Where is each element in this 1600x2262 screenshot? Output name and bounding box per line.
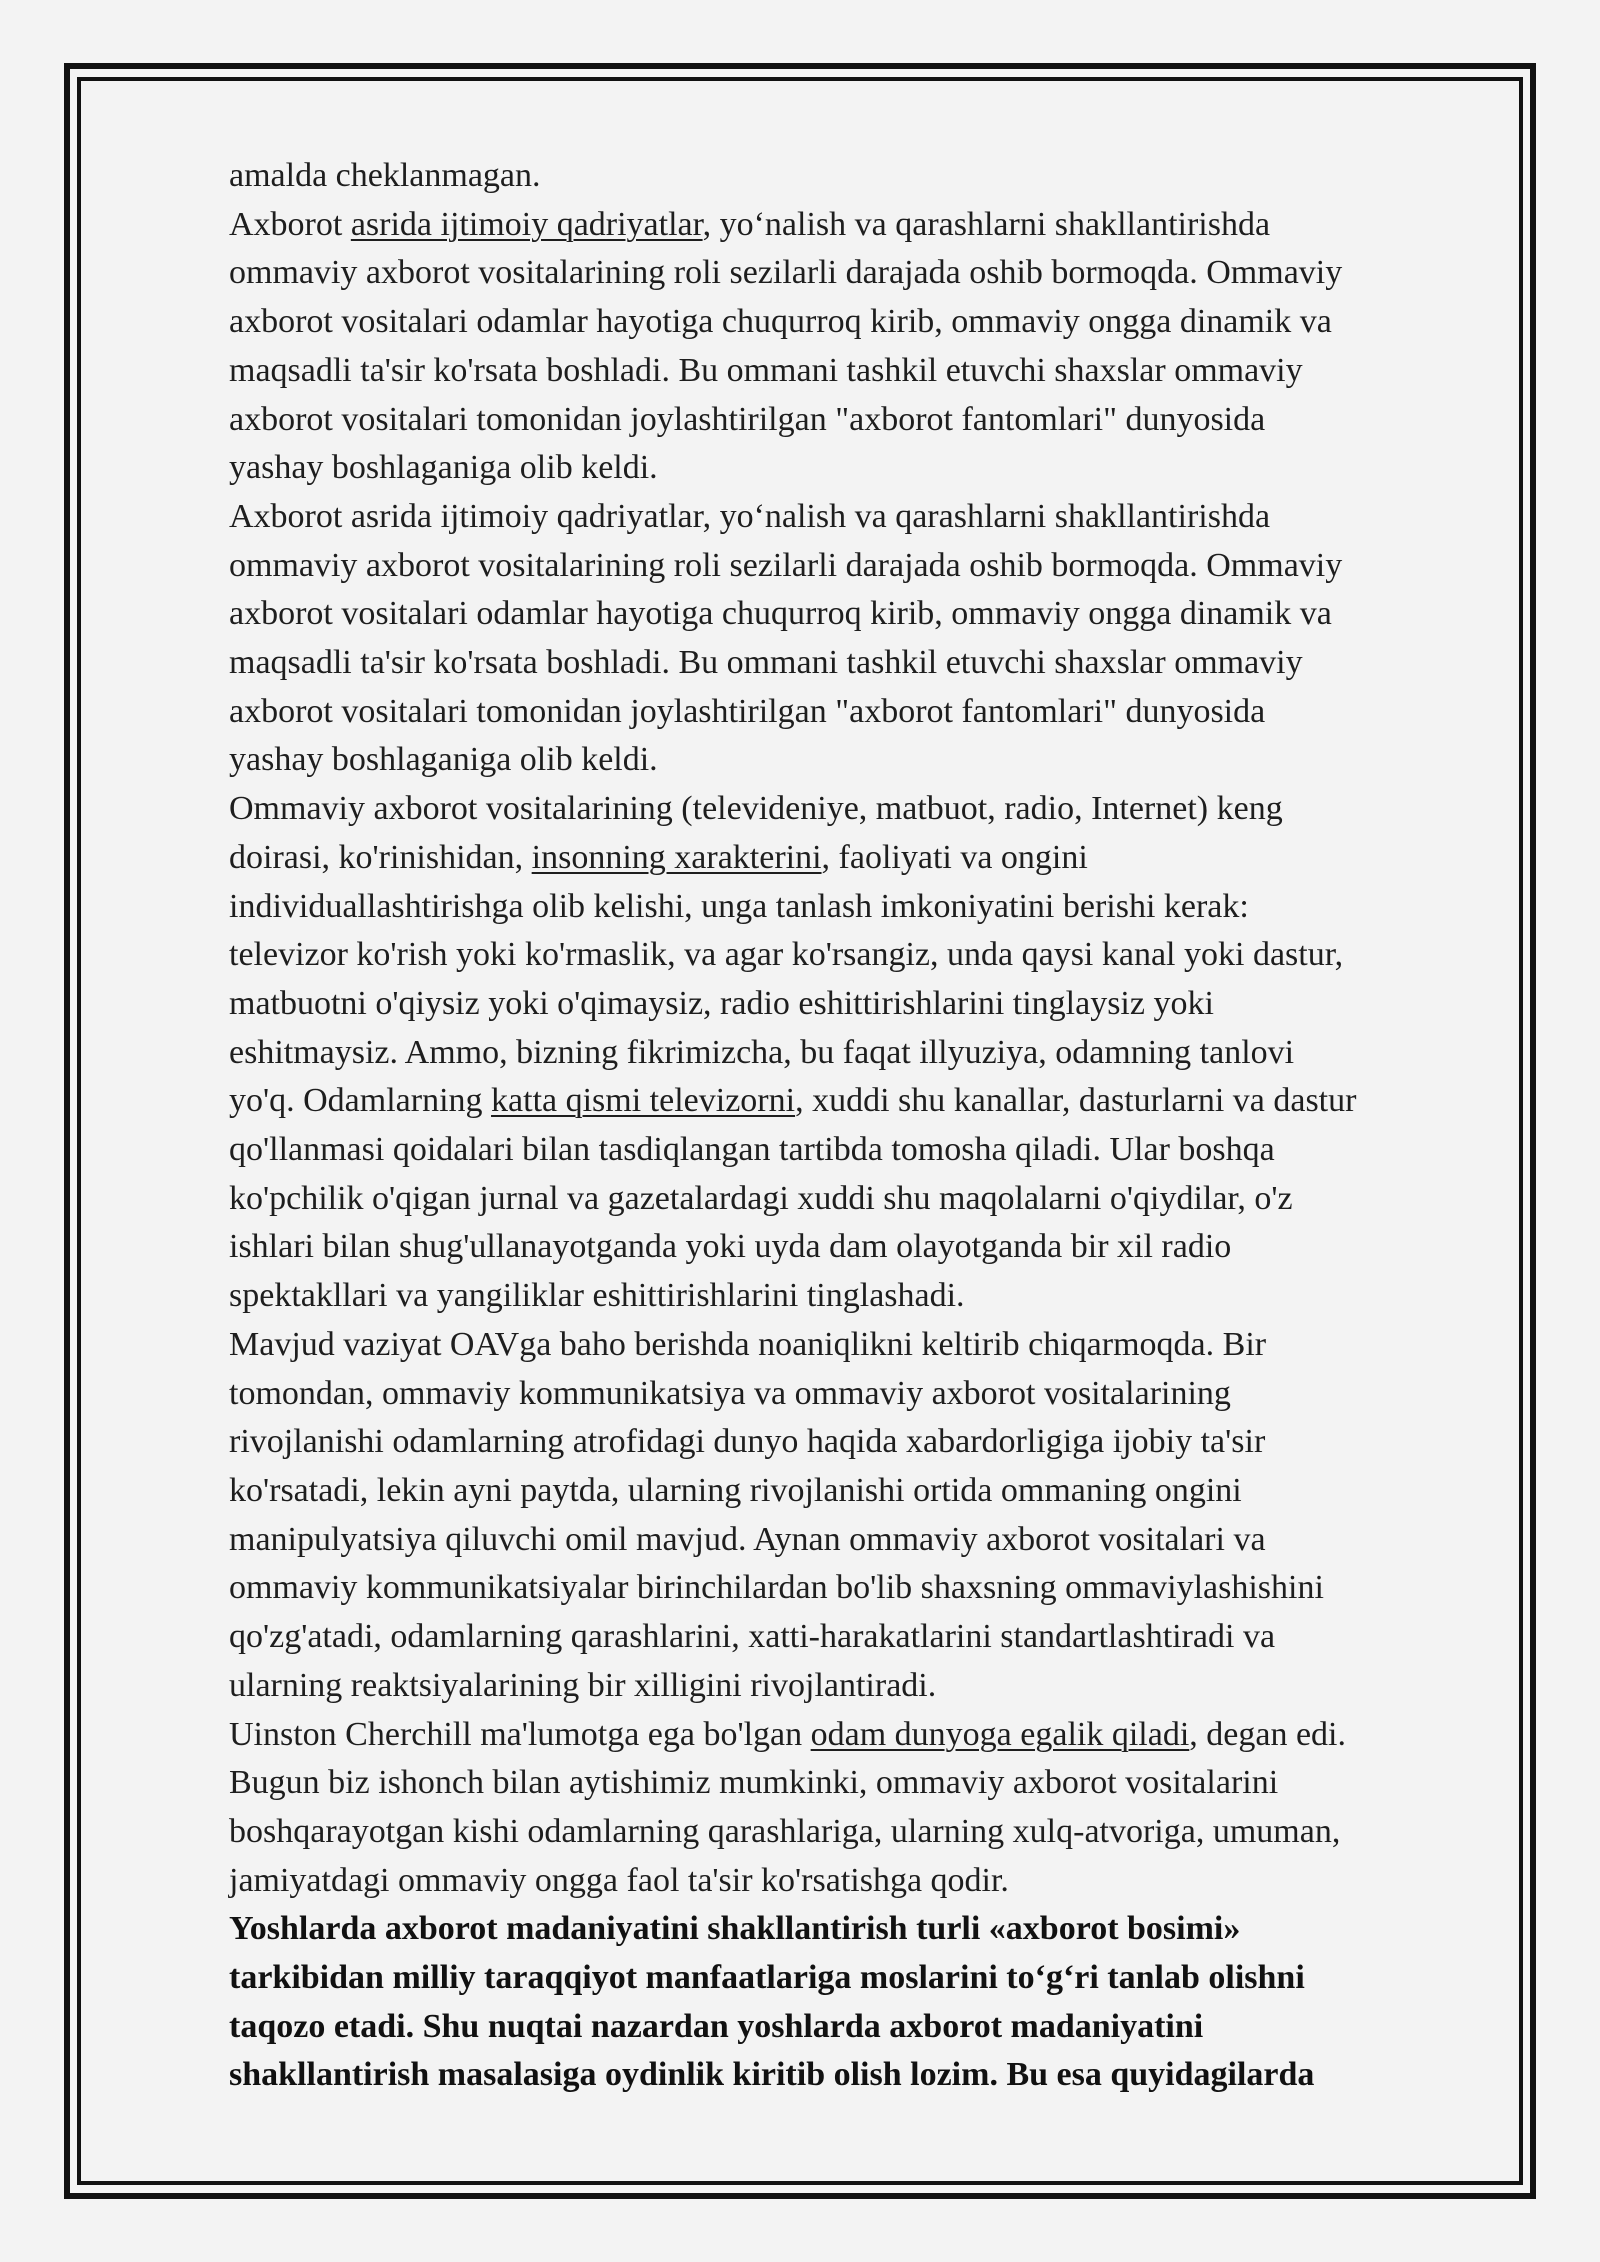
text-line — [229, 1175, 1484, 1224]
line-text: axborot vositalari tomonidan joylashtirilgan "axborot fantomlari" dunyosida — [229, 692, 1266, 730]
line-text: Bugun biz ishonch bilan aytishimiz mumkinki, ommaviy axborot vositalarini — [229, 1764, 1279, 1802]
underlined-link[interactable]: odam dunyoga egalik qiladi — [810, 1715, 1190, 1753]
text-line — [229, 542, 1484, 591]
line-text: spektakllari va yangiliklar eshittirishlarini tinglashadi. — [229, 1277, 965, 1315]
line-text: axborot vositalari tomonidan joylashtirilgan "axborot fantomlari" dunyosida — [229, 400, 1266, 438]
text-line — [229, 1564, 1484, 1613]
text-line — [229, 688, 1484, 737]
line-text: ishlari bilan shug'ullanayotganda yoki uyda dam olayotganda bir xil radio — [229, 1228, 1232, 1266]
text-line — [229, 1467, 1484, 1516]
line-text: ko'rsatadi, lekin ayni paytda, ularning rivojlanishi ortida ommaning ongini — [229, 1471, 1242, 1509]
line-text: Axborot asrida ijtimoiy qadriyatlar, yo‘nalish va qarashlarni shakllantirishda — [229, 497, 1271, 535]
text-line — [229, 347, 1484, 396]
line-text: axborot vositalari odamlar hayotiga chuqurroq kirib, ommaviy ongga dinamik va — [229, 303, 1332, 341]
line-text: ommaviy axborot vositalarining roli sezilarli darajada oshib bormoqda. Ommaviy — [229, 546, 1343, 584]
line-text: qo'llanmasi qoidalari bilan tasdiqlangan tartibda tomosha qiladi. Ular boshqa — [229, 1131, 1275, 1169]
line-text: , degan edi. — [1189, 1715, 1346, 1753]
line-text: tomondan, ommaviy kommunikatsiya va ommaviy axborot vositalarining — [229, 1374, 1231, 1412]
text-line — [229, 1759, 1484, 1808]
text-line — [229, 639, 1484, 688]
text-line — [229, 1418, 1484, 1467]
text-line — [229, 1808, 1484, 1857]
bold-text-line — [229, 2051, 1484, 2100]
text-line — [229, 444, 1484, 493]
text-line — [229, 1662, 1484, 1711]
line-text: axborot vositalari odamlar hayotiga chuqurroq kirib, ommaviy ongga dinamik va — [229, 595, 1332, 633]
text-line — [229, 1857, 1484, 1906]
bold-text-line — [229, 1954, 1484, 2003]
line-text: doirasi, ko'rinishidan, — [229, 838, 532, 876]
line-text: Mavjud vaziyat OAVga baho berishda noaniqlikni keltirib chiqarmoqda. Bir — [229, 1325, 1267, 1363]
text-line — [229, 1516, 1484, 1565]
line-text: amalda cheklanmagan. — [229, 157, 541, 194]
text-line — [229, 1223, 1484, 1272]
text-line — [229, 298, 1484, 347]
text-line — [229, 201, 1484, 250]
line-text: jamiyatdagi ommaviy ongga faol ta'sir ko'rsatishga qodir. — [229, 1861, 1009, 1899]
line-text: yashay boshlaganiga olib keldi. — [229, 741, 658, 779]
text-line — [229, 1077, 1484, 1126]
line-text: yashay boshlaganiga olib keldi. — [229, 449, 658, 487]
line-text: , faoliyati va ongini — [821, 838, 1088, 876]
bold-text-line — [229, 1905, 1484, 1954]
underlined-link[interactable]: asrida ijtimoiy qadriyatlar — [350, 205, 703, 243]
line-text: eshitmaysiz. Ammo, bizning fikrimizcha, bu faqat illyuziya, odamning tanlovi — [229, 1033, 1295, 1071]
line-text: shakllantirish masalasiga oydinlik kiritib olish lozim. Bu esa quyidagilarda — [229, 2056, 1315, 2094]
text-line — [229, 931, 1484, 980]
text-line — [229, 1029, 1484, 1078]
text-line — [229, 1711, 1484, 1760]
line-text: boshqarayotgan kishi odamlarning qarashlariga, ularning xulq-atvoriga, umuman, — [229, 1812, 1341, 1850]
underlined-link[interactable]: insonning xarakterini — [531, 838, 822, 876]
text-line — [229, 152, 1484, 201]
line-text: ko'pchilik o'qigan jurnal va gazetalardagi xuddi shu maqolalarni o'qiydilar, o'z — [229, 1179, 1293, 1217]
line-text: ommaviy kommunikatsiyalar birinchilardan bo'lib shaxsning ommaviylashishini — [229, 1569, 1324, 1607]
line-text: , xuddi shu kanallar, dasturlarni va dastur — [795, 1082, 1357, 1120]
line-text: rivojlanishi odamlarning atrofidagi dunyo haqida xabardorligiga ijobiy ta'sir — [229, 1423, 1266, 1461]
text-line — [229, 736, 1484, 785]
text-line — [229, 1370, 1484, 1419]
line-text: tarkibidan milliy taraqqiyot manfaatlariga moslarini to‘g‘ri tanlab olishni — [229, 1959, 1305, 1997]
line-text: Ommaviy axborot vositalarining (televideniye, matbuot, radio, Internet) keng — [229, 790, 1283, 828]
text-line — [229, 785, 1484, 834]
text-line — [229, 1272, 1484, 1321]
text-line — [229, 590, 1484, 639]
line-text: Yoshlarda axborot madaniyatini shakllantirish turli «axborot bosimi» — [229, 1910, 1241, 1948]
text-line — [229, 883, 1484, 932]
text-line — [229, 834, 1484, 883]
line-text: Uinston Cherchill ma'lumotga ega bo'lgan — [229, 1715, 811, 1753]
text-line — [229, 396, 1484, 445]
bold-text-line — [229, 2003, 1484, 2052]
underlined-link[interactable]: katta qismi televizorni — [491, 1082, 796, 1120]
line-text: ularning reaktsiyalarining bir xilligini rivojlantiradi. — [229, 1666, 937, 1704]
text-line — [229, 980, 1484, 1029]
text-line — [229, 1126, 1484, 1175]
text-line — [229, 1321, 1484, 1370]
line-text: maqsadli ta'sir ko'rsata boshladi. Bu ommani tashkil etuvchi shaxslar ommaviy — [229, 644, 1303, 682]
text-line — [229, 493, 1484, 542]
line-text: maqsadli ta'sir ko'rsata boshladi. Bu ommani tashkil etuvchi shaxslar ommaviy — [229, 351, 1303, 389]
line-text: yo'q. Odamlarning — [229, 1082, 492, 1120]
text-line — [229, 249, 1484, 298]
line-text: qo'zg'atadi, odamlarning qarashlarini, xatti-harakatlarini standartlashtiradi va — [229, 1618, 1276, 1656]
line-text: manipulyatsiya qiluvchi omil mavjud. Aynan ommaviy axborot vositalari va — [229, 1520, 1266, 1558]
line-text: televizor ko'rish yoki ko'rmaslik, va agar ko'rsangiz, unda qaysi kanal yoki dastur, — [229, 936, 1344, 974]
line-text: Axborot — [229, 205, 351, 243]
document-body — [229, 152, 1484, 2100]
text-line — [229, 1613, 1484, 1662]
line-text: , yo‘nalish va qarashlarni shakllantirishda — [702, 205, 1271, 243]
line-text: matbuotni o'qiysiz yoki o'qimaysiz, radio eshittirishlarini tinglaysiz yoki — [229, 984, 1214, 1022]
line-text: individuallashtirishga olib kelishi, unga tanlash imkoniyatini berishi kerak: — [229, 887, 1249, 925]
line-text: taqozo etadi. Shu nuqtai nazardan yoshlarda axborot madaniyatini — [229, 2007, 1204, 2045]
line-text: ommaviy axborot vositalarining roli sezilarli darajada oshib bormoqda. Ommaviy — [229, 254, 1343, 292]
